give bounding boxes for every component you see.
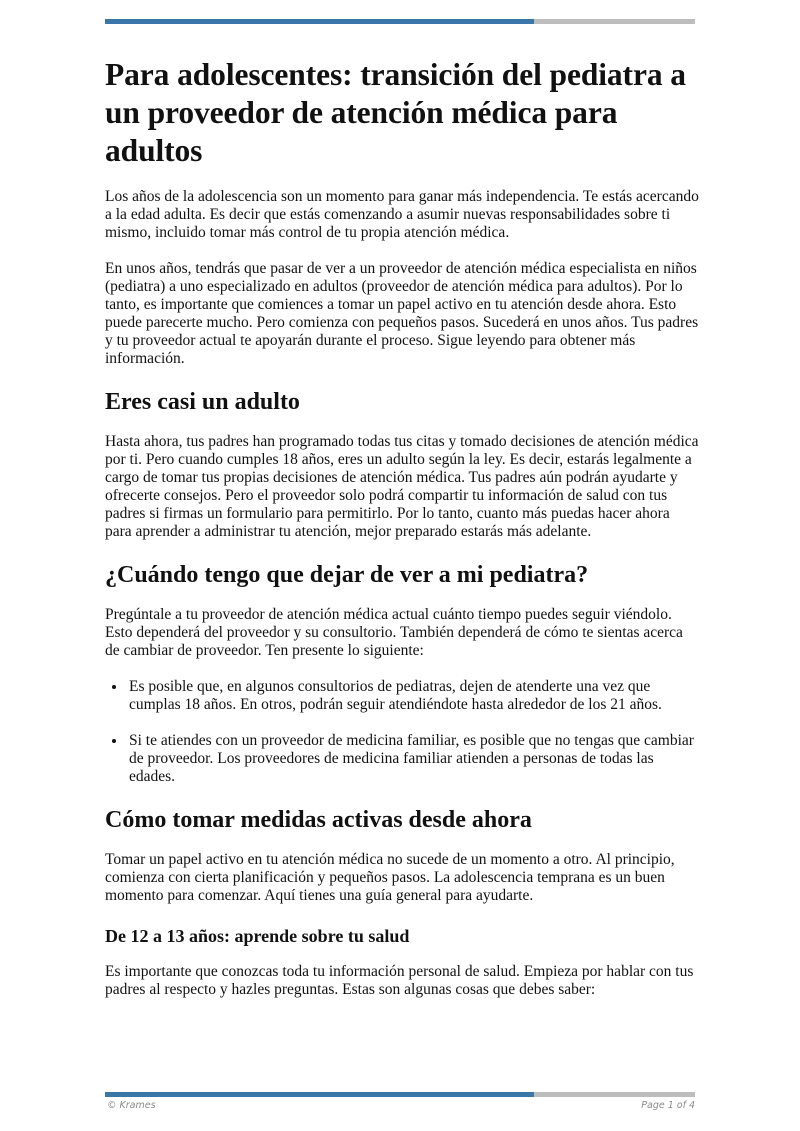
intro-paragraph: Los años de la adolescencia son un momento para ganar más independencia. Te estás acercando a la edad adulta. Es decir que estás comenzando a asumir nuevas responsabilidades sobre ti mismo, incluido tomar más control de tu propia atención médica. <box>105 188 699 241</box>
bullet-list <box>105 678 700 786</box>
subsection-paragraph: Es importante que conozcas toda tu información personal de salud. Empieza por hablar con tus padres al respecto y hazles preguntas. Estas son algunas cosas que debes saber: <box>105 963 694 998</box>
subsection-heading: De 12 a 13 años: aprende sobre tu salud <box>105 926 410 946</box>
list-item: • Si te atiendes con un proveedor de medicina familiar, es posible que no tengas que cambiar de proveedor. Los proveedores de medicina familiar atienden a personas de todas las edades. <box>127 732 700 786</box>
section-heading: Cómo tomar medidas activas desde ahora <box>105 807 532 833</box>
copyright-text: © Krames <box>107 1100 156 1111</box>
section-paragraph: Pregúntale a tu proveedor de atención médica actual cuánto tiempo puedes seguir viéndolo. Esto dependerá del proveedor y su consultorio. También dependerá de cómo te sientas acerca de cambiar de proveedor. Ten presente lo siguiente: <box>105 606 683 659</box>
document-body <box>105 56 700 1017</box>
section-heading: ¿Cuándo tengo que dejar de ver a mi pediatra? <box>105 562 589 588</box>
section-paragraph: Tomar un papel activo en tu atención médica no sucede de un momento a otro. Al principio, comienza con cierta planificación y pequeños pasos. La adolescencia temprana es un buen momento para comenzar. Aquí tienes una guía general para ayudarte. <box>105 851 675 904</box>
list-item: • Es posible que, en algunos consultorios de pediatras, dejen de atenderte una vez que cumplas 18 años. En otros, podrán seguir atendiéndote hasta alrededor de los 21 años. <box>127 678 700 714</box>
page-number: Page 1 of 4 <box>641 1100 695 1111</box>
section-paragraph: Hasta ahora, tus padres han programado todas tus citas y tomado decisiones de atención médica por ti. Pero cuando cumples 18 años, eres un adulto según la ley. Es decir, estarás legalmente a cargo de tomar tus propias decisiones de atención médica. Tus padres aún podrán ayudarte y ofrecerte consejos. Pero el proveedor solo podrá compartir tu información de salud con tus padres si firmas un formulario para permitirlo. Por lo tanto, cuanto más puedas hacer ahora para aprender a administrar tu atención, mejor preparado estarás más adelante. <box>105 433 699 540</box>
footer-rule <box>105 1092 695 1097</box>
header-rule-accent <box>105 19 534 24</box>
intro-paragraph: En unos años, tendrás que pasar de ver a un proveedor de atención médica especialista en niños (pediatra) a uno especializado en adultos (proveedor de atención médica para adultos). Por lo tanto, es importante que comiences a tomar un papel activo en tu atención desde ahora. Esto puede parecerte mucho. Pero comienza con pequeños pasos. Sucederá en unos años. Tus padres y tu proveedor actual te apoyarán durante el proceso. Sigue leyendo para obtener más información. <box>105 260 699 367</box>
page-title: Para adolescentes: transición del pediatra a un proveedor de atención médica para adultos <box>105 57 686 168</box>
section-heading: Eres casi un adulto <box>105 389 300 415</box>
footer-rule-accent <box>105 1092 534 1097</box>
header-rule <box>105 19 695 24</box>
